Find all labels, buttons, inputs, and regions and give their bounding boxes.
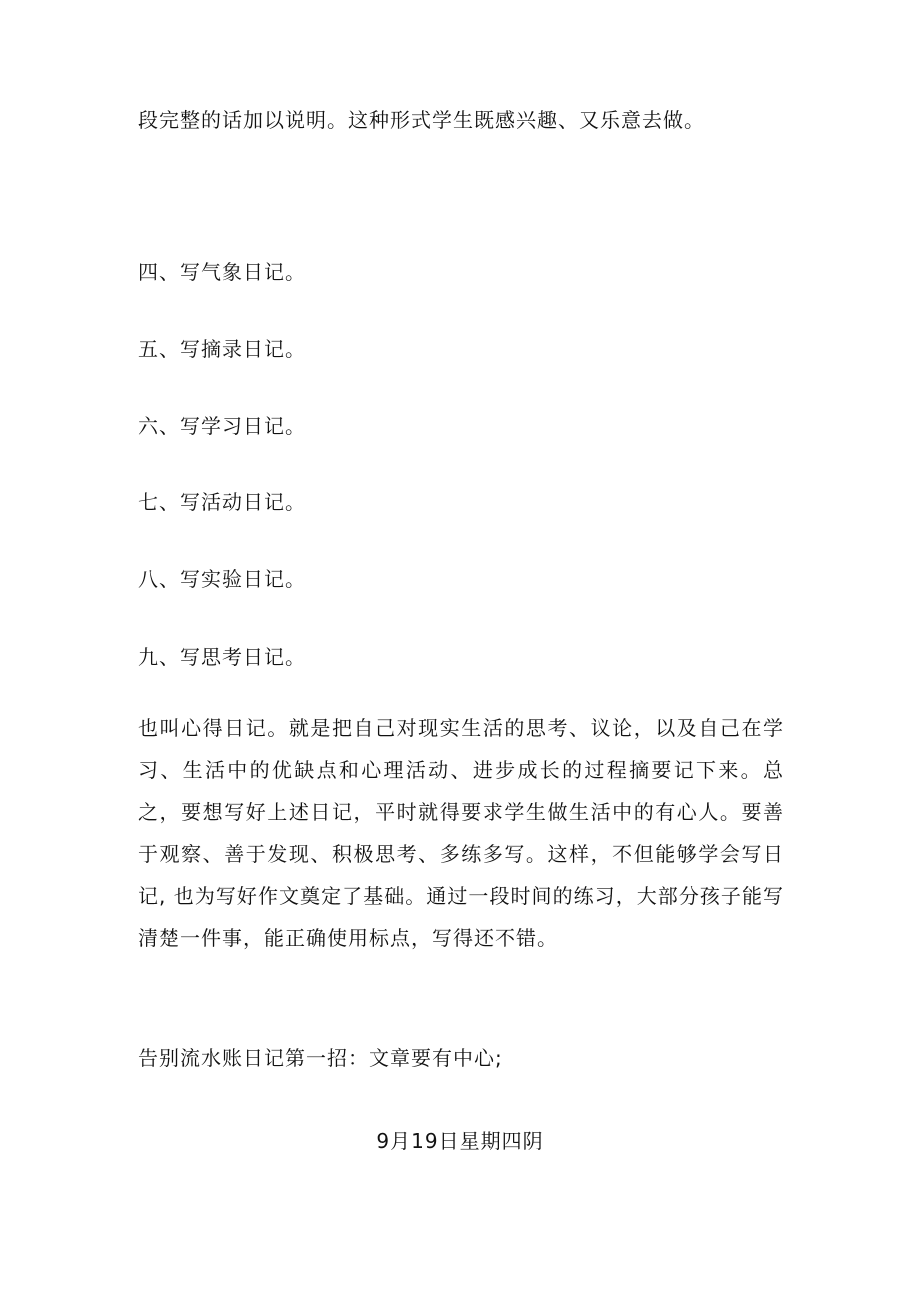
intro-line: 段完整的话加以说明。这种形式学生既感兴趣、又乐意去做。 (138, 108, 705, 132)
list-item-study-diary: 六、写学习日记。 (138, 414, 306, 438)
tip-line: 告别流水账日记第一招：文章要有中心; (138, 1046, 503, 1070)
list-item-activity-diary: 七、写活动日记。 (138, 490, 306, 514)
body-paragraph: 也叫心得日记。就是把自己对现实生活的思考、议论，以及自己在学习、生活中的优缺点和心理活动、进步成长的过程摘要记下来。总之，要想写好上述日记，平时就得要求学生做生活中的有心人。要善于观察、善于发现、积极思考、多练多写。这样，不但能够学会写日记, 也为写好作文奠定了基础。通过一段时间的练习，大部分孩子能写清楚一件事，能正确使用标点，写得还不错。 (138, 716, 784, 950)
list-item-excerpt-diary: 五、写摘录日记。 (138, 337, 306, 361)
list-item-experiment-diary: 八、写实验日记。 (138, 567, 306, 591)
list-item-weather-diary: 四、写气象日记。 (138, 260, 306, 284)
list-item-thinking-diary: 九、写思考日记。 (138, 645, 306, 669)
date-line: 9月19日星期四阴 (376, 1129, 544, 1153)
